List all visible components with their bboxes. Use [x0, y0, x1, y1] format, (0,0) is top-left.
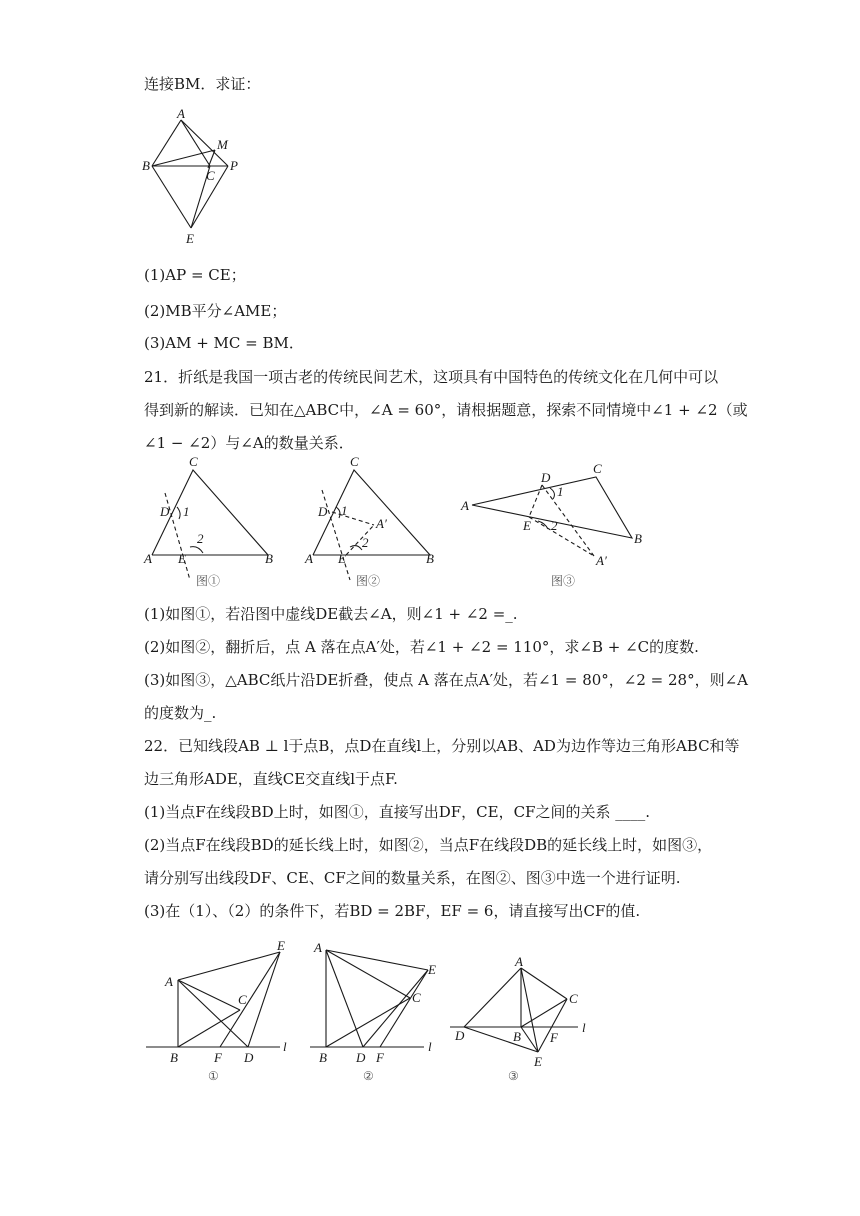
text-line-1: 连接BM．求证： — [144, 75, 261, 93]
f2-2: 2 — [362, 535, 369, 550]
f3-2: 2 — [551, 518, 558, 533]
fig21-1 — [143, 454, 273, 588]
figure-22 — [0, 930, 860, 1090]
proof-item-2: (2)MB平分∠AME； — [144, 302, 287, 320]
f22-1-D: D — [244, 1050, 254, 1065]
fig22-2 — [310, 940, 436, 1083]
f3-C: C — [593, 461, 602, 476]
question-22-line-1: 22．已知线段AB ⊥ l于点B，点D在直线l上，分别以AB、AD为边作等边三角形ABC和等 — [144, 737, 740, 755]
seg-BE — [152, 166, 191, 228]
label-C: C — [206, 168, 215, 183]
f22-1-E: E — [277, 938, 285, 953]
seg-AC — [181, 120, 210, 166]
f22-2-A: A — [314, 940, 322, 955]
f22-1-l: l — [283, 1039, 287, 1054]
figure-21 — [0, 455, 860, 595]
f22-3-C: C — [569, 991, 578, 1006]
f3-1: 1 — [557, 484, 564, 499]
question-21-line-1: 21．折纸是我国一项古老的传统民间艺术，这项具有中国特色的传统文化在几何中可以 — [144, 368, 719, 386]
f2-1: 1 — [341, 503, 348, 518]
f22-2-B: B — [319, 1050, 327, 1065]
f3-Ap: A′ — [596, 553, 607, 568]
f3-A: A — [461, 498, 469, 513]
f22-1-caption: ① — [208, 1069, 219, 1083]
question-21-part-3-cont: 的度数为_. — [144, 704, 217, 722]
figure-kite — [0, 0, 860, 260]
question-22-part-2-cont: 请分别写出线段DF、CE、CF之间的数量关系，在图②、图③中选一个进行证明. — [144, 869, 681, 887]
f2-D: D — [318, 504, 328, 519]
f3-B: B — [634, 531, 642, 546]
f22-3-E: E — [534, 1054, 542, 1069]
f1-C: C — [189, 454, 198, 469]
f22-2-D: D — [356, 1050, 366, 1065]
f1-D: D — [160, 504, 170, 519]
f22-2-C: C — [412, 990, 421, 1005]
question-21-part-2: (2)如图②，翻折后，点 A 落在点A′处，若∠1 + ∠2 = 110°，求∠B + ∠C的度数. — [144, 638, 699, 656]
f22-1-C: C — [238, 992, 247, 1007]
f1-caption: 图① — [196, 574, 221, 588]
question-21-line-2: 得到新的解读．已知在△ABC中，∠A = 60°，请根据题意，探索不同情境中∠1 + ∠2（或 — [144, 401, 748, 419]
proof-item-3: (3)AM + MC = BM． — [144, 334, 304, 352]
f2-caption: 图② — [356, 574, 381, 588]
f22-3-F: F — [550, 1030, 558, 1045]
f22-1-B: B — [170, 1050, 178, 1065]
label-E: E — [186, 231, 194, 246]
f2-B: B — [426, 551, 434, 566]
question-22-line-2: 边三角形ADE，直线CE交直线l于点F. — [144, 770, 398, 788]
f22-3-A: A — [515, 954, 523, 969]
fig21-2 — [304, 454, 434, 588]
fig22-1 — [146, 938, 287, 1083]
f22-3-B: B — [513, 1029, 521, 1044]
f2-C: C — [350, 454, 359, 469]
f2-E: E — [338, 551, 346, 566]
f22-2-caption: ② — [363, 1069, 374, 1083]
label-A: A — [177, 106, 185, 121]
fig22-3 — [450, 954, 586, 1083]
label-P: P — [230, 158, 238, 173]
f22-2-E: E — [428, 962, 436, 977]
f3-D: D — [541, 470, 551, 485]
f3-caption: 图③ — [551, 574, 576, 588]
f22-3-l: l — [582, 1020, 586, 1035]
label-M: M — [217, 137, 228, 152]
question-22-part-3: (3)在（1）、（2）的条件下，若BD = 2BF，EF = 6，请直接写出CF的值. — [144, 902, 641, 920]
f1-1: 1 — [183, 504, 190, 519]
question-21-part-3: (3)如图③，△ABC纸片沿DE折叠，使点 A 落在点A′处，若∠1 = 80°，∠2 = 28°，则∠A — [144, 671, 748, 689]
f22-3-caption: ③ — [508, 1069, 519, 1083]
question-21-line-3: ∠1 − ∠2）与∠A的数量关系． — [144, 434, 354, 452]
seg-AB — [152, 120, 181, 166]
f2-A: A — [305, 551, 313, 566]
seg-MC — [208, 150, 215, 168]
f1-2: 2 — [197, 531, 204, 546]
f1-A: A — [144, 551, 152, 566]
f22-3-D: D — [455, 1028, 465, 1043]
f22-2-F: F — [376, 1050, 384, 1065]
f2-Ap: A′ — [376, 516, 387, 531]
f1-B: B — [265, 551, 273, 566]
f1-E: E — [178, 551, 186, 566]
question-22-part-2: (2)当点F在线段BD的延长线上时，如图②，当点F在线段DB的延长线上时，如图③， — [144, 836, 713, 854]
question-22-part-1: (1)当点F在线段BD上时，如图①，直接写出DF，CE，CF之间的关系 ____. — [144, 803, 650, 821]
fig21-3 — [460, 461, 642, 588]
label-B: B — [142, 158, 150, 173]
proof-item-1: (1)AP = CE； — [144, 266, 246, 284]
question-21-part-1: (1)如图①，若沿图中虚线DE截去∠A，则∠1 + ∠2 =_. — [144, 605, 518, 623]
f22-1-A: A — [165, 974, 173, 989]
f3-E: E — [523, 518, 531, 533]
f22-1-F: F — [214, 1050, 222, 1065]
f22-2-l: l — [428, 1039, 432, 1054]
